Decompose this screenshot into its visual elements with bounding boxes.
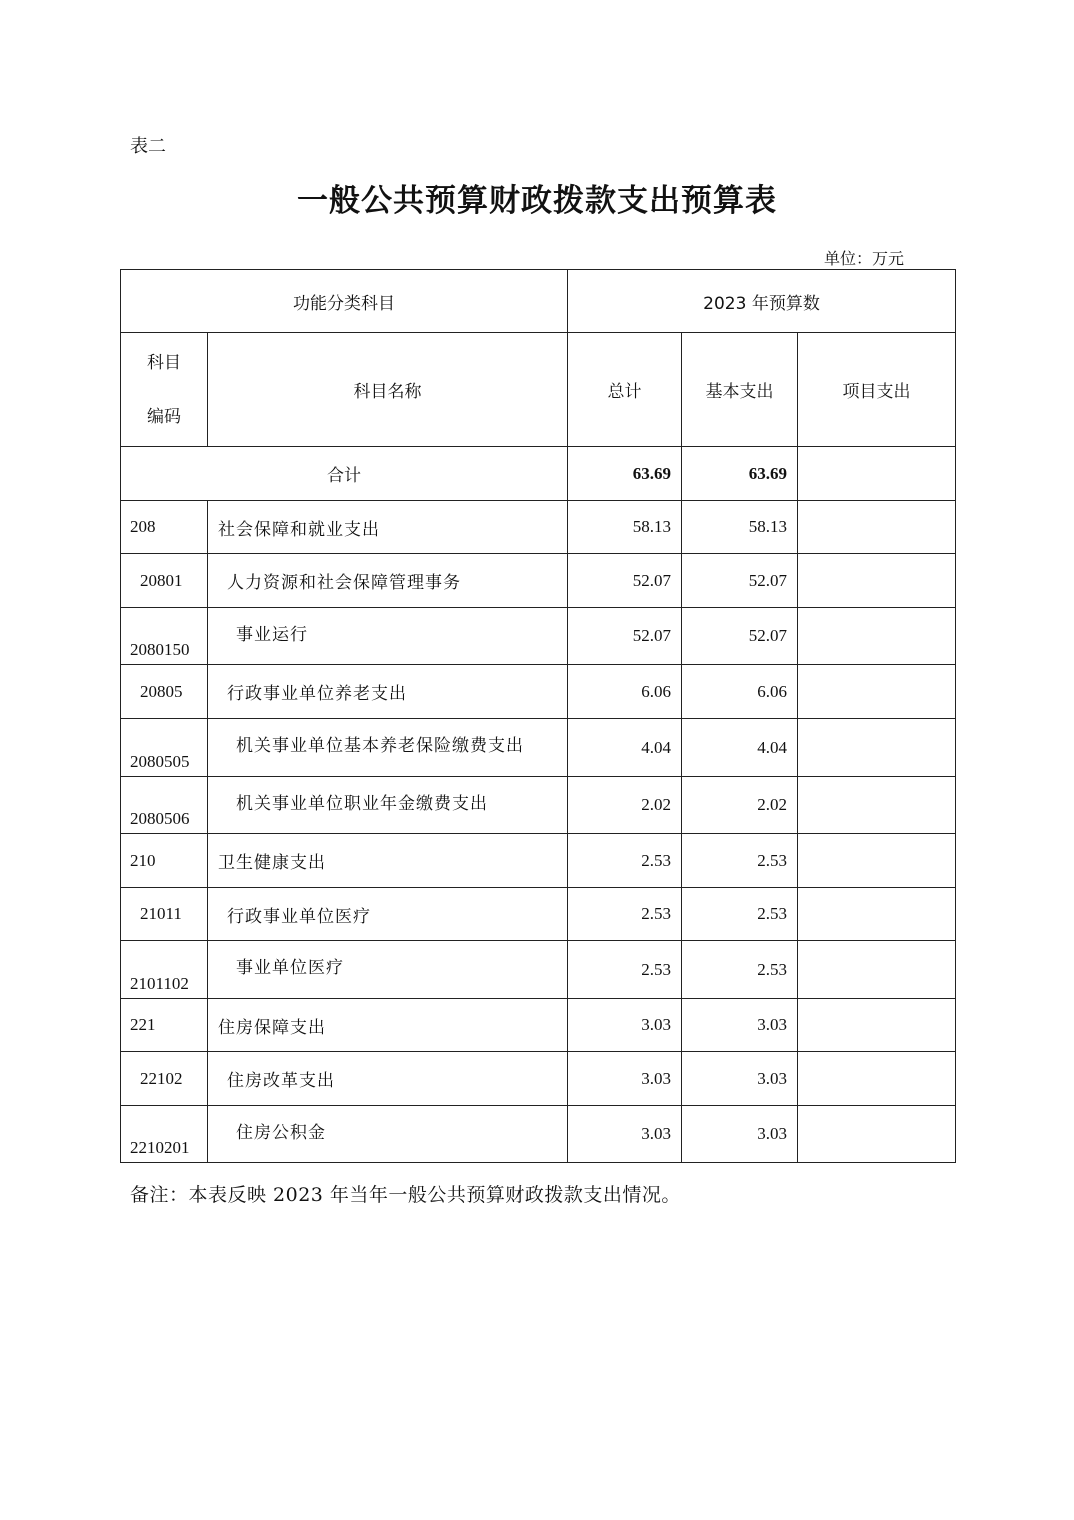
table-row: [121, 1106, 956, 1163]
row-basic: 52.07: [682, 608, 798, 665]
row-name: 社会保障和就业支出: [208, 501, 568, 554]
row-code: 210: [121, 834, 208, 888]
row-name: 机关事业单位基本养老保险缴费支出: [208, 719, 568, 777]
row-project: [798, 1052, 956, 1106]
row-total: 52.07: [568, 608, 682, 665]
row-project: [798, 999, 956, 1052]
table-row: [121, 999, 956, 1052]
header-functional-category: 功能分类科目: [121, 270, 568, 333]
row-project: [798, 501, 956, 554]
row-code: 221: [121, 999, 208, 1052]
header-code: [121, 333, 208, 447]
table-row: [121, 834, 956, 888]
table-label: 表二: [130, 136, 166, 157]
document-title: 一般公共预算财政拨款支出预算表: [297, 183, 777, 219]
row-project: [798, 719, 956, 777]
row-total: 3.03: [568, 1106, 682, 1163]
summary-project: [798, 447, 956, 501]
table-row: [121, 941, 956, 999]
header-code-line1: 科目: [147, 352, 181, 373]
row-basic: 3.03: [682, 1106, 798, 1163]
row-code: 22102: [121, 1052, 208, 1106]
row-total: 4.04: [568, 719, 682, 777]
row-total: 2.53: [568, 941, 682, 999]
row-basic: 3.03: [682, 999, 798, 1052]
row-project: [798, 665, 956, 719]
row-basic: 52.07: [682, 554, 798, 608]
table-row: [121, 888, 956, 941]
row-total: 58.13: [568, 501, 682, 554]
row-name: 卫生健康支出: [208, 834, 568, 888]
row-basic: 58.13: [682, 501, 798, 554]
row-project: [798, 777, 956, 834]
row-code: 21011: [121, 888, 208, 941]
table-row: [121, 719, 956, 777]
summary-basic: 63.69: [682, 447, 798, 501]
row-name: 事业单位医疗: [208, 941, 568, 999]
row-code: 20801: [121, 554, 208, 608]
row-basic: 2.53: [682, 941, 798, 999]
row-total: 2.53: [568, 834, 682, 888]
remark-note: 备注：本表反映 2023 年当年一般公共预算财政拨款支出情况。: [130, 1184, 681, 1206]
header-row-columns: [121, 333, 956, 447]
table-row: [121, 1052, 956, 1106]
header-project: 项目支出: [798, 333, 956, 447]
header-budget-year: 2023 年预算数: [568, 270, 956, 333]
table-row: [121, 554, 956, 608]
row-name: 住房改革支出: [208, 1052, 568, 1106]
row-total: 3.03: [568, 1052, 682, 1106]
row-project: [798, 608, 956, 665]
table-row: [121, 501, 956, 554]
row-project: [798, 554, 956, 608]
row-project: [798, 941, 956, 999]
header-basic: 基本支出: [682, 333, 798, 447]
row-code: 2080506: [121, 777, 208, 834]
row-basic: 4.04: [682, 719, 798, 777]
table-row: [121, 608, 956, 665]
row-basic: 2.53: [682, 834, 798, 888]
row-code: 2080150: [121, 608, 208, 665]
row-total: 2.02: [568, 777, 682, 834]
summary-row: [121, 447, 956, 501]
row-basic: 6.06: [682, 665, 798, 719]
row-total: 2.53: [568, 888, 682, 941]
row-code: 20805: [121, 665, 208, 719]
row-project: [798, 834, 956, 888]
unit-label: 单位：万元: [823, 249, 904, 268]
row-project: [798, 1106, 956, 1163]
row-basic: 3.03: [682, 1052, 798, 1106]
summary-total: 63.69: [568, 447, 682, 501]
row-project: [798, 888, 956, 941]
table-row: [121, 777, 956, 834]
row-total: 6.06: [568, 665, 682, 719]
row-code: 208: [121, 501, 208, 554]
row-name: 住房保障支出: [208, 999, 568, 1052]
header-row-top: [121, 270, 956, 333]
row-basic: 2.53: [682, 888, 798, 941]
table-row: [121, 665, 956, 719]
row-name: 事业运行: [208, 608, 568, 665]
row-total: 52.07: [568, 554, 682, 608]
row-name: 行政事业单位养老支出: [208, 665, 568, 719]
summary-label: 合计: [121, 447, 568, 501]
row-code: 2101102: [121, 941, 208, 999]
row-basic: 2.02: [682, 777, 798, 834]
row-name: 住房公积金: [208, 1106, 568, 1163]
row-name: 行政事业单位医疗: [208, 888, 568, 941]
row-code: 2080505: [121, 719, 208, 777]
header-name: 科目名称: [208, 333, 568, 447]
header-total: 总计: [568, 333, 682, 447]
row-total: 3.03: [568, 999, 682, 1052]
row-code: 2210201: [121, 1106, 208, 1163]
header-code-line2: 编码: [147, 406, 181, 427]
row-name: 人力资源和社会保障管理事务: [208, 554, 568, 608]
budget-table: [120, 269, 956, 1163]
row-name: 机关事业单位职业年金缴费支出: [208, 777, 568, 834]
